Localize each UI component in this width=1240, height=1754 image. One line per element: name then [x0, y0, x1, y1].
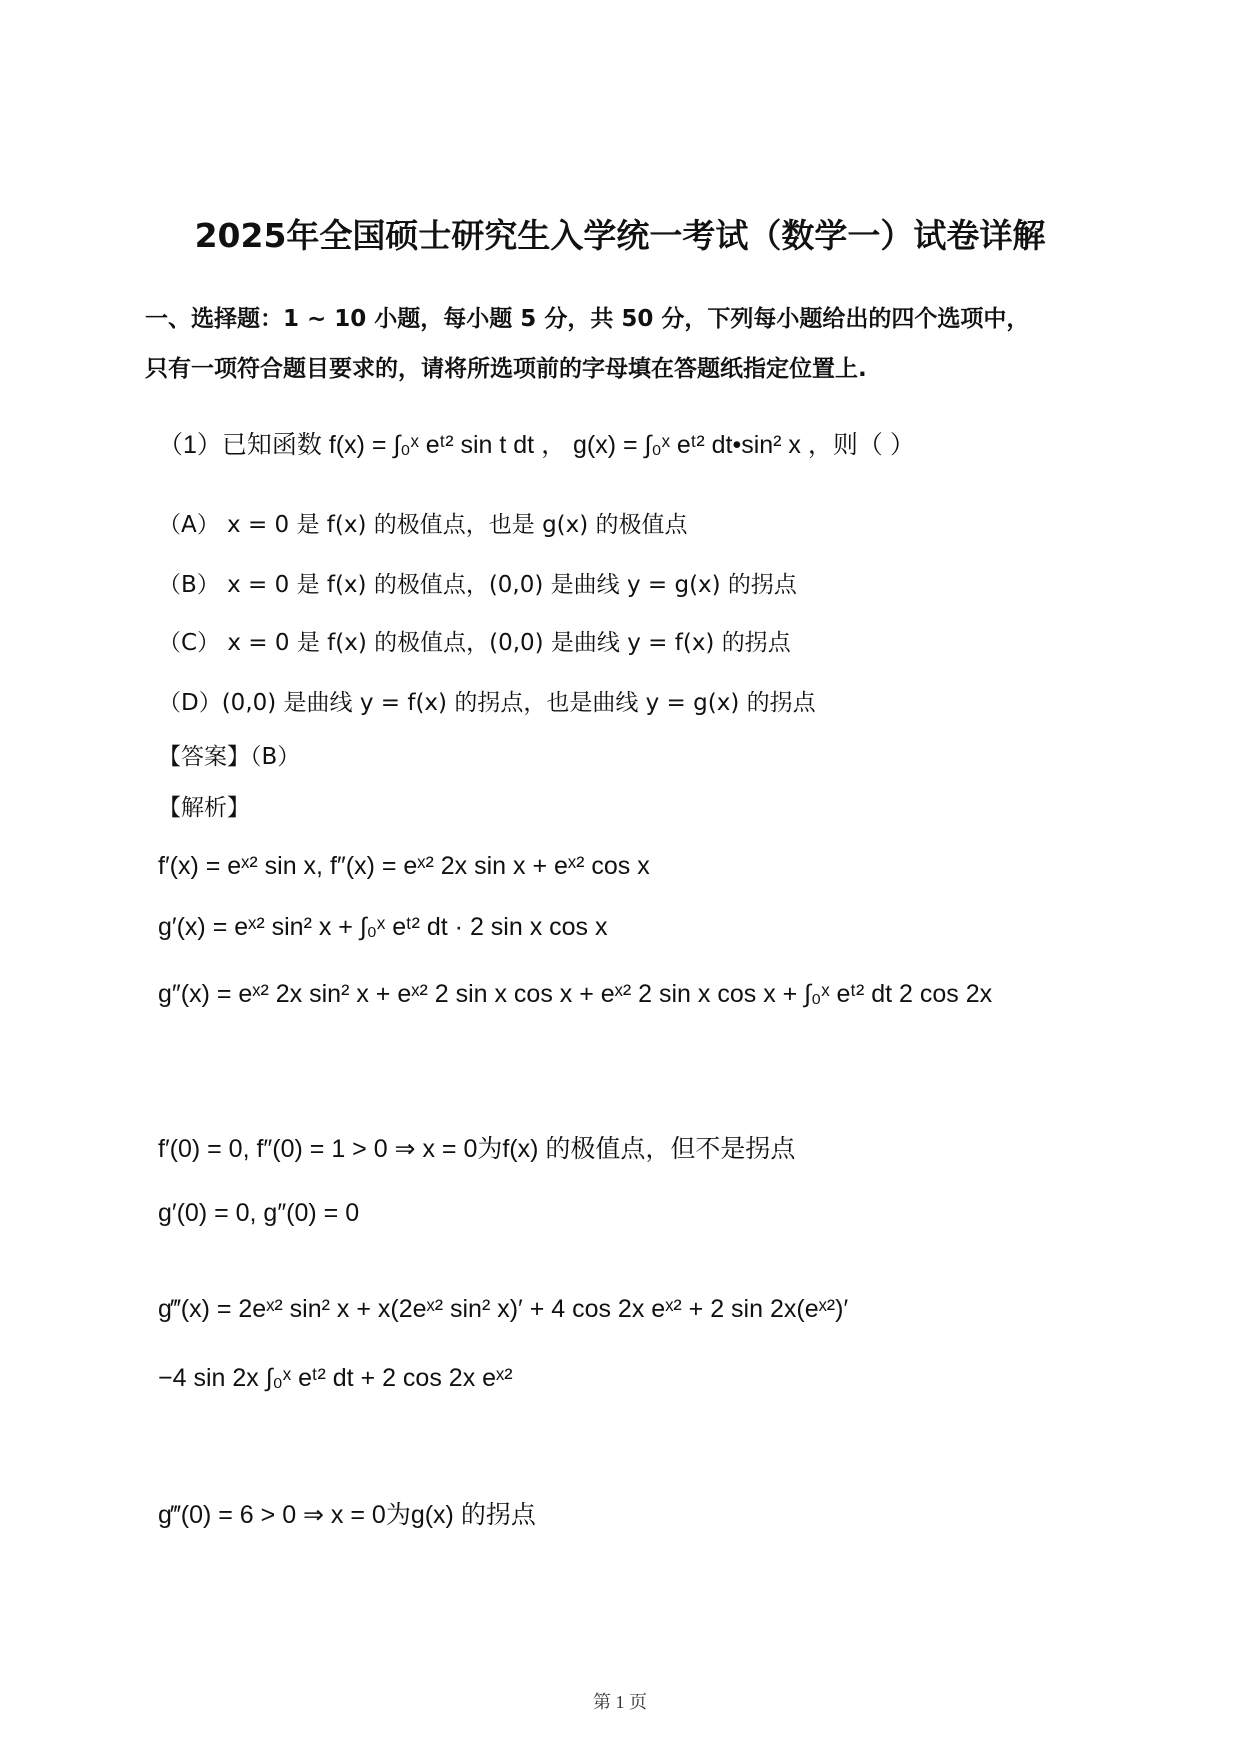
solution-line: g′(x) = eˣ² sin² x + ∫₀ˣ eᵗ² dt · 2 sin x cos x [158, 913, 608, 941]
page-number: 第 1 页 [593, 1692, 647, 1712]
answer: 【答案】（B） [158, 744, 301, 770]
solution-line: g‴(x) = 2eˣ² sin² x + x(2eˣ² sin² x)′ + 4 cos 2x eˣ² + 2 sin 2x(eˣ²)′ [158, 1295, 849, 1323]
option-b: （B） x = 0 是 f(x) 的极值点，(0,0) 是曲线 y = g(x) 的拐点 [158, 572, 797, 598]
solution-line: g‴(0) = 6 > 0 ⇒ x = 0为g(x) 的拐点 [158, 1501, 536, 1529]
option-d: （D）(0,0) 是曲线 y = f(x) 的拐点，也是曲线 y = g(x) 的拐点 [158, 690, 816, 716]
solution-line: f′(x) = eˣ² sin x, f″(x) = eˣ² 2x sin x + eˣ² cos x [158, 852, 650, 880]
option-a: （A） x = 0 是 f(x) 的极值点，也是 g(x) 的极值点 [158, 512, 688, 538]
solution-line: g′(0) = 0, g″(0) = 0 [158, 1199, 360, 1227]
question-stem: （1）已知函数 f(x) = ∫₀ˣ eᵗ² sin t dt ， g(x) = ∫₀ˣ eᵗ² dt•sin² x ，则（ ） [158, 431, 915, 459]
section-instructions-line2: 只有一项符合题目要求的，请将所选项前的字母填在答题纸指定位置上. [145, 356, 867, 382]
section-instructions-line1: 一、选择题：1 ~ 10 小题，每小题 5 分，共 50 分，下列每小题给出的四个选项中， [145, 306, 1030, 332]
solution-line: g″(x) = eˣ² 2x sin² x + eˣ² 2 sin x cos x + eˣ² 2 sin x cos x + ∫₀ˣ eᵗ² dt 2 cos 2x [158, 980, 993, 1008]
solution-line: −4 sin 2x ∫₀ˣ eᵗ² dt + 2 cos 2x eˣ² [158, 1364, 513, 1392]
solution-line: f′(0) = 0, f″(0) = 1 > 0 ⇒ x = 0为f(x) 的极值点，但不是拐点 [158, 1135, 796, 1163]
option-c: （C） x = 0 是 f(x) 的极值点，(0,0) 是曲线 y = f(x) 的拐点 [158, 630, 791, 656]
analysis-label: 【解析】 [158, 795, 250, 821]
page-title: 2025年全国硕士研究生入学统一考试（数学一）试卷详解 [194, 216, 1046, 255]
